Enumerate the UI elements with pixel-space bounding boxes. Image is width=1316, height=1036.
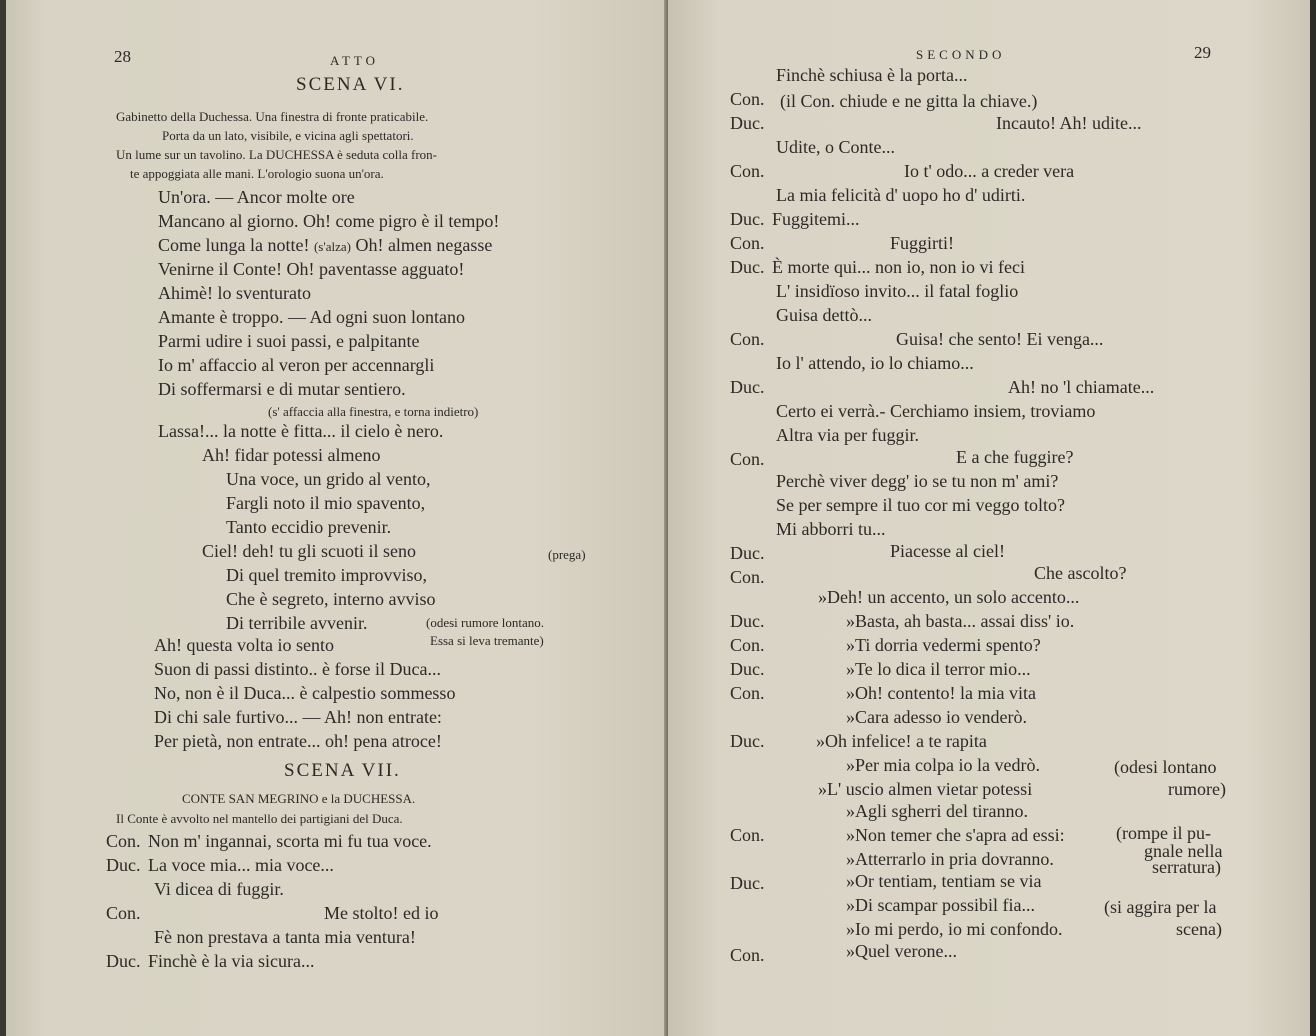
speaker: Duc.	[730, 257, 765, 277]
speaker: Duc.	[730, 659, 765, 679]
stage-direction: (rompe il pu-	[1116, 823, 1211, 843]
dialogue-line: »Per mia colpa io la vedrò.	[846, 755, 1040, 775]
dialogue-line: »Oh infelice! a te rapita	[816, 731, 987, 751]
dialogue-line: Fè non prestava a tanta mia ventura!	[154, 927, 416, 947]
verse-line: Di terribile avvenir.	[226, 613, 368, 633]
verse-text: Oh! almen negasse	[355, 235, 493, 255]
dialogue-line: »Non temer che s'apra ad essi:	[846, 825, 1065, 845]
page-number: 28	[114, 47, 131, 66]
right-page	[668, 0, 1310, 1036]
dialogue-line: Finchè schiusa è la porta...	[776, 65, 968, 85]
speaker: Con.	[730, 683, 765, 703]
dialogue-line: »Basta, ah basta... assai diss' io.	[846, 611, 1075, 631]
dialogue-line: È morte qui... non io, non io vi feci	[772, 257, 1025, 277]
dialogue-line: »Deh! un accento, un solo accento...	[818, 587, 1080, 607]
stage-direction: serratura)	[1152, 857, 1221, 877]
verse-line	[158, 234, 492, 258]
dialogue-line: Me stolto! ed io	[324, 903, 439, 923]
stage-direction: (s' affaccia alla finestra, e torna indietro)	[268, 404, 479, 419]
verse-line: Tanto eccidio prevenir.	[226, 517, 392, 537]
dialogue-line: »Cara adesso io venderò.	[846, 707, 1027, 727]
verse-line: Mancano al giorno. Oh! come pigro è il tempo!	[158, 211, 500, 231]
dialogue-line: Io t' odo... a creder vera	[904, 161, 1075, 181]
verse-line: Per pietà, non entrate... oh! pena atroce!	[154, 731, 442, 751]
dialogue-line: Ah! no 'l chiamate...	[1008, 377, 1155, 397]
dialogue-line: E a che fuggire?	[956, 447, 1074, 467]
dialogue-line: La voce mia... mia voce...	[148, 855, 334, 875]
dialogue-line: Finchè è la via sicura...	[148, 951, 315, 971]
speaker: Con.	[730, 945, 765, 965]
verse-line: Lassa!... la notte è fitta... il cielo è nero.	[158, 421, 444, 441]
stage-direction: gnale nella	[1144, 841, 1223, 861]
speaker: Con.	[730, 825, 765, 845]
stage-direction: (il Con. chiude e ne gitta la chiave.)	[780, 91, 1038, 111]
dialogue-line: Che ascolto?	[1034, 563, 1127, 583]
verse-line: Che è segreto, interno avviso	[226, 589, 436, 609]
speaker: Duc.	[106, 855, 141, 875]
stage-direction: (prega)	[548, 547, 586, 562]
speaker: Con.	[106, 831, 141, 851]
dialogue-line: »Io mi perdo, io mi confondo.	[846, 919, 1063, 939]
verse-line: Io m' affaccio al veron per accennargli	[158, 355, 435, 375]
dialogue-line: Non m' ingannai, scorta mi fu tua voce.	[148, 831, 432, 851]
running-head: SECONDO	[916, 47, 1006, 62]
speaker: Con.	[730, 449, 765, 469]
speaker: Duc.	[730, 611, 765, 631]
verse-line: Di quel tremito improvviso,	[226, 565, 427, 585]
dialogue-line: »Oh! contento! la mia vita	[846, 683, 1036, 703]
verse-line: Suon di passi distinto.. è forse il Duca...	[154, 659, 441, 679]
dialogue-line: Perchè viver degg' io se tu non m' ami?	[776, 471, 1059, 491]
verse-line: Fargli noto il mio spavento,	[226, 493, 426, 513]
verse-line: Un'ora. — Ancor molte ore	[158, 187, 355, 207]
stage-direction: Gabinetto della Duchessa. Una finestra di fronte praticabile.	[116, 109, 429, 124]
dialogue-line: Fuggirti!	[890, 233, 955, 253]
speaker: Con.	[730, 89, 765, 109]
running-head: ATTO	[330, 53, 379, 68]
verse-line: Parmi udire i suoi passi, e palpitante	[158, 331, 420, 351]
speaker: Con.	[730, 635, 765, 655]
dialogue-line: »Agli sgherri del tiranno.	[846, 801, 1028, 821]
speaker: Duc.	[730, 731, 765, 751]
dialogue-line: Se per sempre il tuo cor mi veggo tolto?	[776, 495, 1065, 515]
dialogue-line: Io l' attendo, io lo chiamo...	[776, 353, 974, 373]
dialogue-line: »Ti dorria vedermi spento?	[846, 635, 1041, 655]
cast-list: CONTE SAN MEGRINO e la DUCHESSA.	[182, 791, 416, 806]
scene-title: SCENA VI.	[296, 74, 405, 95]
stage-direction: Un lume sur un tavolino. La DUCHESSA è seduta colla fron-	[116, 147, 437, 162]
verse-line: Amante è troppo. — Ad ogni suon lontano	[158, 307, 465, 327]
stage-direction: scena)	[1176, 919, 1222, 939]
dialogue-line: Mi abborri tu...	[776, 519, 886, 539]
stage-direction: Essa si leva tremante)	[430, 633, 544, 648]
verse-line: No, non è il Duca... è calpestio sommesso	[154, 683, 456, 703]
dialogue-line: »Di scampar possibil fia...	[846, 895, 1035, 915]
dialogue-line: Fuggitemi...	[772, 209, 860, 229]
stage-direction: rumore)	[1168, 779, 1226, 799]
verse-line: Ah! fidar potessi almeno	[202, 445, 381, 465]
stage-direction: Porta da un lato, visibile, e vicina agli spettatori.	[162, 128, 414, 143]
dialogue-line: Vi dicea di fuggir.	[154, 879, 284, 899]
dialogue-line: »L' uscio almen vietar potessi	[818, 779, 1033, 799]
dialogue-line: Certo ei verrà.- Cerchiamo insiem, troviamo	[776, 401, 1096, 421]
dialogue-line: »Or tentiam, tentiam se via	[846, 871, 1042, 891]
speaker: Duc.	[730, 377, 765, 397]
dialogue-line: »Atterrarlo in pria dovranno.	[846, 849, 1054, 869]
stage-direction: te appoggiata alle mani. L'orologio suona un'ora.	[130, 166, 384, 181]
speaker: Duc.	[730, 543, 765, 563]
dialogue-line: Piacesse al ciel!	[890, 541, 1005, 561]
dialogue-line: Guisa! che sento! Ei venga...	[896, 329, 1104, 349]
stage-direction: (si aggira per la	[1104, 897, 1217, 917]
dialogue-line: La mia felicità d' uopo ho d' udirti.	[776, 185, 1026, 205]
stage-direction: Il Conte è avvolto nel mantello dei partigiani del Duca.	[116, 811, 403, 826]
speaker: Con.	[730, 329, 765, 349]
stage-direction: (odesi rumore lontano.	[426, 615, 545, 630]
speaker: Con.	[730, 567, 765, 587]
verse-text: Come lunga la notte!	[158, 235, 310, 255]
verse-line: Ciel! deh! tu gli scuoti il seno	[202, 541, 416, 561]
stage-direction: (s'alza)	[313, 239, 351, 254]
verse-line: Di soffermarsi e di mutar sentiero.	[158, 379, 406, 399]
dialogue-line: Guisa dettò...	[776, 305, 872, 325]
page-number: 29	[1194, 43, 1211, 62]
dialogue-line: »Te lo dica il terror mio...	[846, 659, 1031, 679]
speaker: Duc.	[730, 873, 765, 893]
verse-line: Ahimè! lo sventurato	[158, 283, 311, 303]
speaker: Con.	[730, 233, 765, 253]
dialogue-line: Altra via per fuggir.	[776, 425, 919, 445]
verse-line: Ah! questa volta io sento	[154, 635, 334, 655]
speaker: Con.	[730, 161, 765, 181]
stage-direction: (odesi lontano	[1114, 757, 1217, 777]
dialogue-line: Udite, o Conte...	[776, 137, 895, 157]
verse-line: Una voce, un grido al vento,	[226, 469, 431, 489]
scene-title: SCENA VII.	[284, 760, 401, 781]
verse-line: Di chi sale furtivo... — Ah! non entrate:	[154, 707, 442, 727]
verse-line: Venirne il Conte! Oh! paventasse agguato!	[158, 259, 465, 279]
speaker: Con.	[106, 903, 141, 923]
left-page	[6, 0, 668, 1036]
dialogue-line: »Quel verone...	[846, 941, 957, 961]
dialogue-line: Incauto! Ah! udite...	[996, 113, 1142, 133]
speaker: Duc.	[730, 113, 765, 133]
dialogue-line: L' insidïoso invito... il fatal foglio	[776, 281, 1019, 301]
speaker: Duc.	[106, 951, 141, 971]
speaker: Duc.	[730, 209, 765, 229]
